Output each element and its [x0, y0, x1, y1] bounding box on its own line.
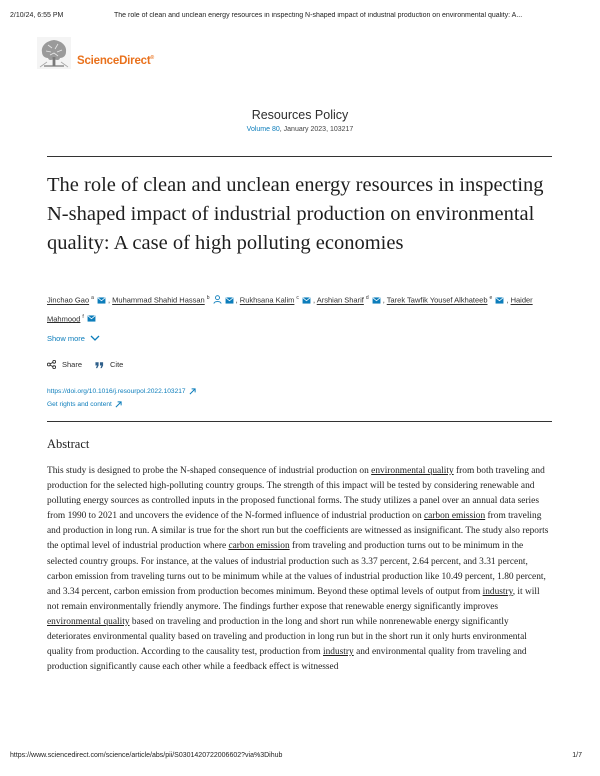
author-affiliation-sup[interactable]: a	[91, 295, 94, 301]
article-actions	[47, 360, 136, 369]
print-page-number: 1/7	[572, 752, 582, 759]
show-more-label: Show more	[47, 334, 85, 343]
external-link-icon	[189, 388, 196, 395]
abstract-topic-link[interactable]: environmental quality	[371, 466, 454, 476]
abstract-text: , it will not remain environmentally friendly anymore. The findings further expose that renewable energy significantly improves	[47, 586, 540, 612]
abstract-heading: Abstract	[47, 437, 90, 451]
elsevier-tree-icon	[36, 36, 72, 70]
email-icon[interactable]	[97, 297, 106, 304]
share-label: Share	[62, 360, 83, 369]
email-icon[interactable]	[372, 297, 381, 304]
doi-text: https://doi.org/10.1016/j.resourpol.2022.103217	[47, 388, 186, 395]
rights-text: Get rights and content	[47, 401, 112, 408]
journal-meta	[0, 126, 600, 133]
email-icon[interactable]	[225, 297, 234, 304]
journal-name[interactable]: Resources Policy	[251, 108, 349, 122]
author-name[interactable]: Arshian Sharif	[316, 295, 364, 305]
print-doc-title: The role of clean and unclean energy resources in inspecting N-shaped impact of industrial production on environmental quality: A...	[114, 12, 523, 19]
author-name[interactable]: Jinchao Gao	[47, 295, 90, 305]
quote-icon	[95, 361, 104, 369]
abstract-text: from both traveling and production for the selected high-polluting country groups. The strength of this impact will be tested by considering renewable and polluting energy sources as controlled inputs in the proposed functional forms. The study utilizes a panel over an annual data series from 1990 to 2021 and uncovers the evidence of the N-formed influence of industrial production on	[47, 466, 545, 522]
share-icon	[47, 360, 56, 369]
abstract-text: and environmental quality from traveling and production significantly cause each other while a feedback effect is witnessed	[47, 647, 527, 673]
abstract-body	[47, 464, 552, 675]
journal-date-ref: , January 2023, 103217	[279, 126, 354, 133]
cite-button[interactable]	[95, 360, 123, 369]
author-affiliation-sup[interactable]: c	[296, 295, 299, 301]
abstract-text: based on traveling and production in the long and short run while nonrenewable energy significantly deteriorates environmental quality based on traveling and production in long run but in the short run it only hurts environmental quality from production. According to the causality test, production from	[47, 616, 527, 658]
abstract-text: from traveling and production in long run. A similar is true for the short run but the coefficients are witnessed as insignificant. The study also reports the optimal level of industrial production where	[47, 511, 549, 552]
author-name[interactable]: Muhammad Shahid Hassan	[112, 295, 205, 305]
abstract-topic-link[interactable]: environmental quality	[47, 616, 130, 627]
abstract-topic-link[interactable]: industry	[322, 647, 354, 658]
external-link-icon	[115, 401, 122, 408]
author-name[interactable]: Haider Mahmood	[47, 295, 533, 323]
author-affiliation-sup[interactable]: b	[206, 295, 210, 301]
author-name[interactable]: Rukhsana Kalim	[239, 295, 295, 305]
email-icon[interactable]	[87, 315, 96, 322]
abstract-text: This study is designed to probe the N-shaped consequence of industrial production on	[47, 466, 372, 476]
sciencedirect-logo[interactable]	[36, 36, 154, 70]
article-title: The role of clean and unclean energy resources in inspecting N-shaped impact of industrial production on environmental quality: A case of high polluting economies	[47, 174, 544, 254]
author-list: Jinchao Gao $^a$ , Muhammad Shahid Hassan $^b$ , Rukhsana Kalim $^c$ , Arshian Sharif $^d$ , Tarek Tawfik Yousef Alkhateeb $^e$ , Haider Mahmood $^f$	[47, 295, 533, 323]
volume-link[interactable]: Volume 80	[246, 126, 280, 133]
author-affiliation-sup[interactable]: d	[365, 295, 369, 301]
show-more-button[interactable]	[47, 334, 100, 343]
email-icon[interactable]	[302, 297, 311, 304]
rights-link[interactable]	[47, 398, 196, 411]
print-url: https://www.sciencedirect.com/science/article/abs/pii/S030142072200660​2?via%3Dihub	[10, 752, 283, 759]
journal-header	[0, 108, 600, 133]
abstract-topic-link[interactable]: carbon emission	[423, 511, 486, 522]
author-name[interactable]: Tarek Tawfik Yousef Alkhateeb	[386, 295, 488, 305]
divider-abstract	[47, 421, 552, 422]
author-affiliation-sup[interactable]: f	[82, 313, 84, 320]
doi-link[interactable]	[47, 385, 196, 398]
abstract-topic-link[interactable]: carbon emission	[228, 541, 290, 552]
cite-label: Cite	[110, 360, 124, 369]
print-footer	[10, 752, 590, 759]
divider-top	[47, 156, 552, 157]
sciencedirect-wordmark: ScienceDirect®	[77, 55, 154, 67]
article-links	[47, 385, 196, 411]
print-header	[10, 12, 590, 19]
share-button[interactable]	[47, 360, 82, 369]
email-icon[interactable]	[495, 297, 504, 304]
chevron-down-icon	[90, 335, 100, 342]
author-affiliation-sup[interactable]: e	[489, 295, 493, 301]
print-datetime: 2/10/24, 6:55 PM	[10, 12, 64, 19]
abstract-text: from traveling and production turns out to be minimum in the selected country groups. For instance, at the values of industrial production such as 3.37 percent, 2.64 percent, and 3.31 percent, carbon emission from traveling turns out to be minimum while at the values of industrial production like 10.49 percent, 1.80 percent, and 3.34 percent, carbon emission from production becomes minimum. Beyond these optimal levels of output from	[47, 541, 546, 597]
abstract-topic-link[interactable]: industry	[482, 586, 513, 597]
person-icon[interactable]	[213, 295, 222, 304]
